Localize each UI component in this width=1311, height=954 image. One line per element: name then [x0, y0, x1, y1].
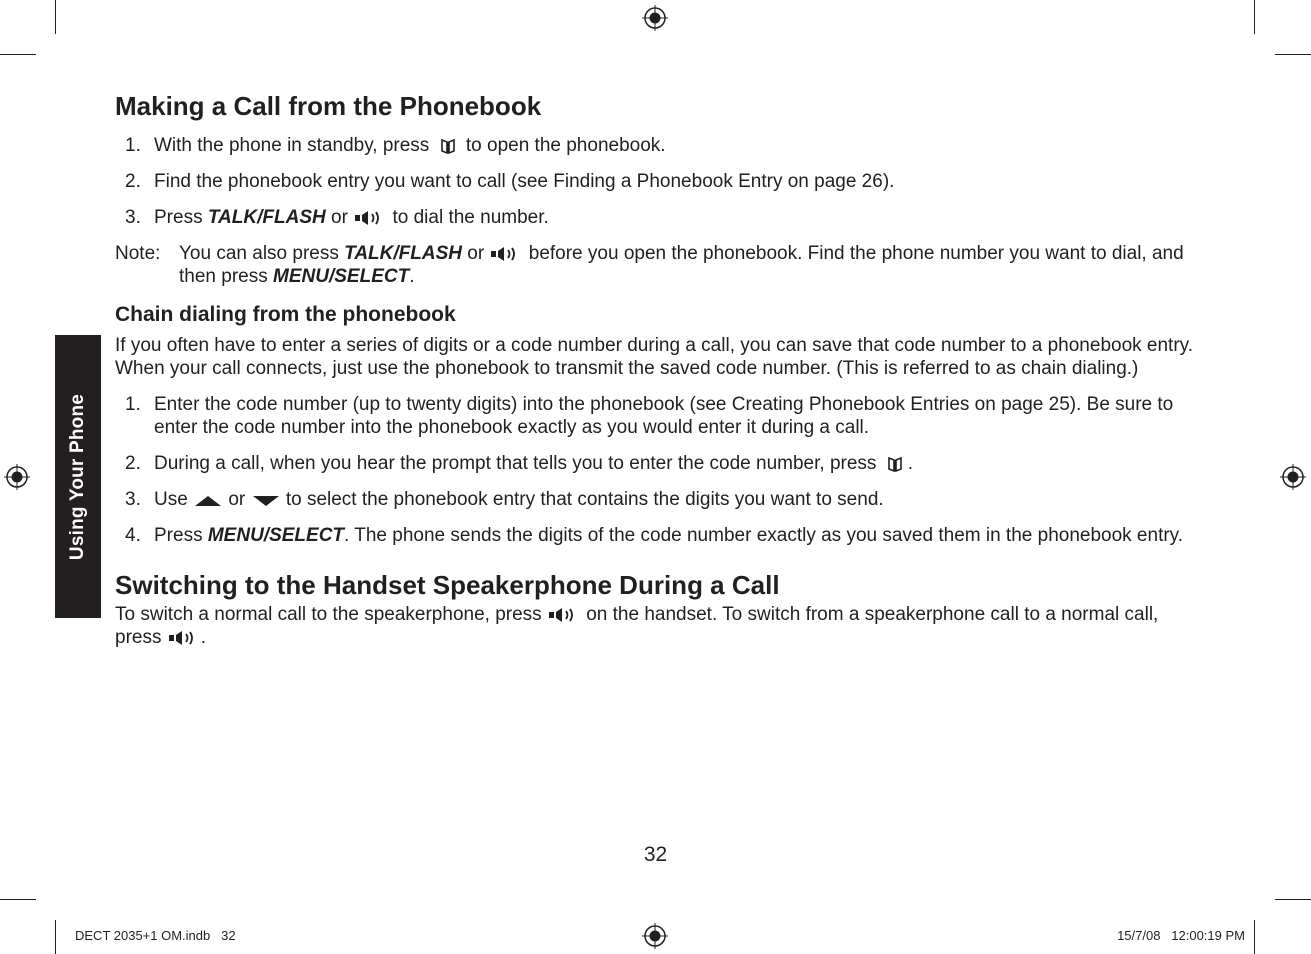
paragraph: If you often have to enter a series of digits or a code number during a call, you can save that code number to a phonebook entry. When your call connects, just use the phonebook to transmit the saved code number. (This is referred to as chain dialing.) — [115, 335, 1194, 379]
page-content — [115, 88, 1205, 649]
crop-mark — [55, 0, 56, 34]
subsection-title-chain-dialing: Chain dialing from the phonebook — [115, 303, 456, 326]
crop-mark — [1254, 0, 1255, 34]
speaker-icon — [167, 629, 201, 647]
file-slug: DECT 2035+1 OM.indb 32 — [75, 928, 236, 943]
up-arrow-icon — [193, 493, 223, 509]
down-arrow-icon — [251, 493, 281, 509]
phonebook-icon — [435, 137, 461, 155]
speaker-icon — [353, 209, 387, 227]
section-title-phonebook-call: Making a Call from the Phonebook — [115, 91, 542, 121]
phonebook-icon — [882, 455, 908, 473]
list-item: 2. During a call, when you hear the prompt that tells you to enter the code number, press . — [125, 453, 913, 474]
key-label: TALK/FLASH — [344, 243, 462, 264]
key-label: MENU/SELECT — [207, 525, 345, 546]
page-number: 32 — [643, 843, 668, 866]
list-item: 3. Press TALK/FLASH or to dial the number. — [125, 207, 549, 228]
crop-mark — [55, 920, 56, 954]
crop-mark — [0, 54, 36, 55]
timestamp-slug: 15/7/08 12:00:19 PM — [1117, 928, 1245, 943]
list-item: 4. Press MENU/SELECT. The phone sends the digits of the code number exactly as you saved them in the phonebook entry. — [125, 525, 1184, 546]
key-label: TALK/FLASH — [207, 207, 326, 228]
note-label: Note: — [115, 243, 161, 264]
crop-mark — [1275, 899, 1311, 900]
crop-mark — [0, 899, 36, 900]
side-tab-label: Using Your Phone — [67, 393, 88, 560]
list-item: 1. With the phone in standby, press to open the phonebook. — [125, 135, 666, 156]
registration-mark-icon — [642, 923, 668, 949]
note: Note: You can also press TALK/FLASH or before you open the phonebook. Find the phone number you want to dial, and then press MENU/SELECT. — [115, 243, 1184, 287]
registration-mark-icon — [642, 5, 668, 31]
list-item: 2. Find the phonebook entry you want to call (see Finding a Phonebook Entry on page 26). — [125, 171, 895, 192]
crop-mark — [1254, 920, 1255, 954]
section-side-tab — [55, 335, 101, 618]
speaker-icon — [489, 245, 523, 263]
speaker-icon — [547, 606, 581, 624]
registration-mark-icon — [1280, 464, 1306, 490]
paragraph: To switch a normal call to the speakerphone, press on the handset. To switch from a speakerphone call to a normal call, press . — [115, 604, 1159, 648]
list-item: 1. Enter the code number (up to twenty digits) into the phonebook (see Creating Phonebook Entries on page 25). Be sure to enter the code number into the phonebook exactly as you would enter it during a call. — [125, 394, 1174, 438]
crop-mark — [1275, 54, 1311, 55]
key-label: MENU/SELECT — [273, 266, 410, 287]
registration-mark-icon — [4, 464, 30, 490]
list-item: 3. Use or to select the phonebook entry that contains the digits you want to send. — [125, 489, 884, 510]
section-title-speakerphone: Switching to the Handset Speakerphone During a Call — [115, 570, 780, 600]
